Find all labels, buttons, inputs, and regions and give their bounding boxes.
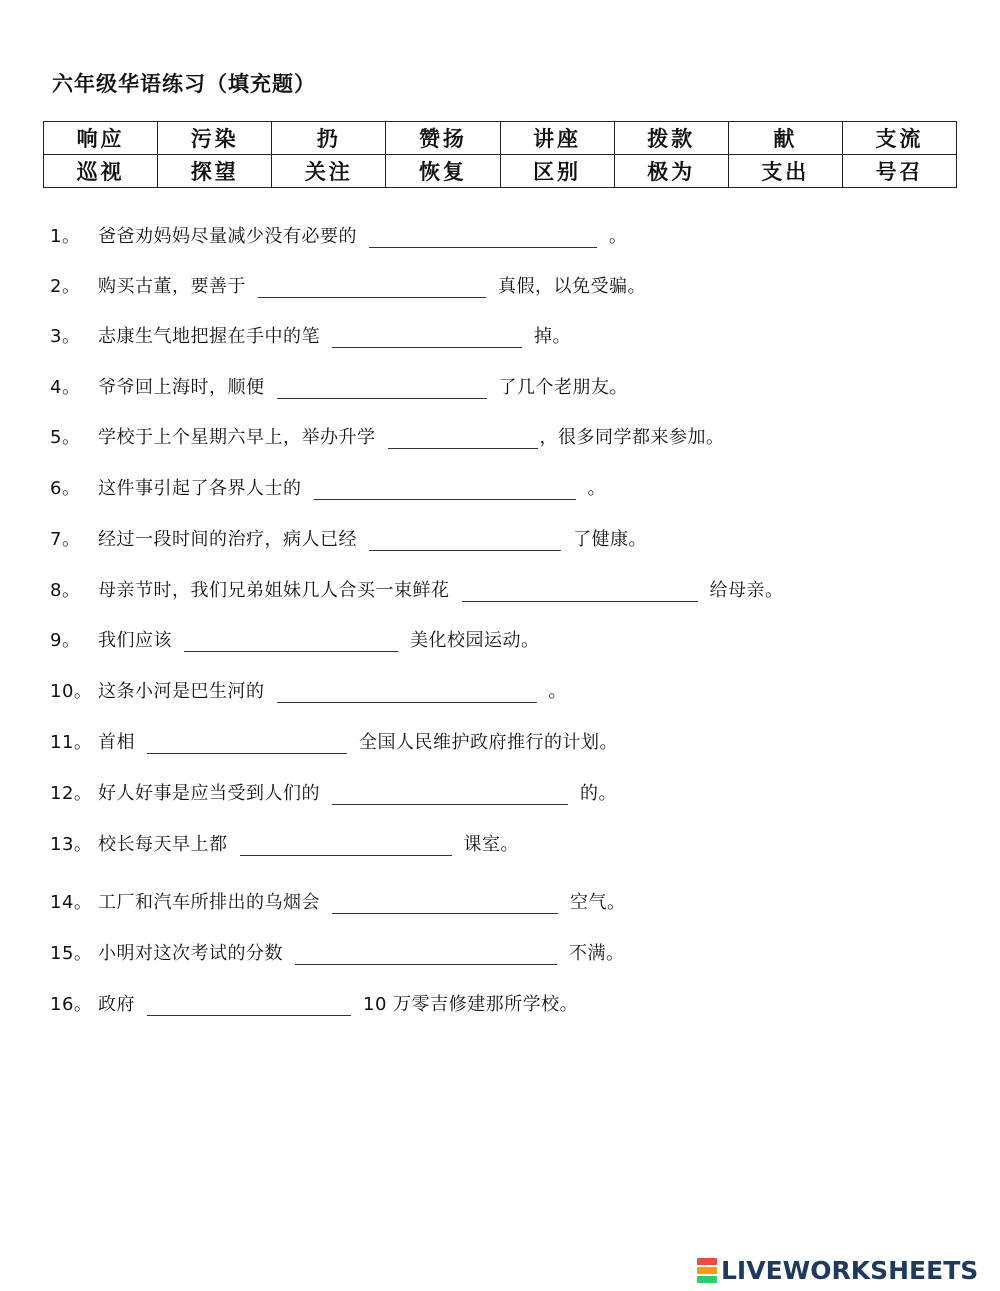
question-text-before: 政府: [98, 994, 135, 1015]
word-bank-cell: 巡视: [44, 155, 158, 188]
question-8: [50, 577, 784, 605]
question-text-before: 这条小河是巴生河的: [98, 681, 265, 702]
question-text-after: 。: [609, 226, 628, 247]
word-bank-cell: 区别: [500, 155, 614, 188]
answer-blank-4[interactable]: [277, 378, 487, 399]
worksheet-title: 六年级华语练习（填充题）: [52, 72, 316, 96]
question-text-after: 空气。: [570, 892, 626, 913]
word-bank-cell: 关注: [272, 155, 386, 188]
question-text-before: 校长每天早上都: [98, 834, 228, 855]
question-number: 1。: [50, 226, 81, 247]
word-bank-cell: 献: [728, 122, 842, 155]
question-number: 9。: [50, 630, 81, 651]
question-15: [50, 940, 625, 968]
question-text-before: 爷爷回上海时，顺便: [98, 377, 265, 398]
question-10: [50, 678, 567, 706]
question-number: 5。: [50, 427, 81, 448]
word-bank-cell: 探望: [158, 155, 272, 188]
question-number: 2。: [50, 276, 81, 297]
question-text-before: 经过一段时间的治疗，病人已经: [98, 529, 357, 550]
question-text-after: 10 万零吉修建那所学校。: [363, 994, 579, 1015]
question-text-after: ，很多同学都来参加。: [539, 427, 725, 448]
logo-wordmark: LIVEWORKSHEETS: [721, 1255, 979, 1285]
question-number: 8。: [50, 580, 81, 601]
question-number: 7。: [50, 529, 81, 550]
question-text-after: 掉。: [534, 326, 571, 347]
question-text-before: 爸爸劝妈妈尽量减少没有必要的: [98, 226, 357, 247]
question-text-after: 美化校园运动。: [410, 630, 540, 651]
answer-blank-8[interactable]: [462, 581, 698, 602]
question-number: 13。: [50, 834, 93, 855]
question-text-after: 的。: [580, 783, 617, 804]
question-text-before: 这件事引起了各界人士的: [98, 478, 302, 499]
logo-stripe: [697, 1276, 717, 1283]
question-number: 14。: [50, 892, 93, 913]
question-text-after: 了几个老朋友。: [498, 377, 628, 398]
question-14: [50, 889, 626, 917]
liveworksheets-logo-icon: [697, 1257, 717, 1284]
logo-stripe: [697, 1258, 717, 1265]
word-bank-cell: 拨款: [614, 122, 728, 155]
question-text-before: 工厂和汽车所排出的乌烟会: [98, 892, 320, 913]
answer-blank-15[interactable]: [295, 944, 557, 965]
question-text-after: 课室。: [463, 834, 519, 855]
word-bank-table: [43, 121, 957, 188]
word-bank-row-2: [44, 155, 957, 188]
word-bank-cell: 号召: [842, 155, 956, 188]
question-number: 10。: [50, 681, 93, 702]
question-3: [50, 323, 571, 351]
question-text-before: 购买古董，要善于: [98, 276, 246, 297]
question-text-before: 好人好事是应当受到人们的: [98, 783, 320, 804]
question-number: 4。: [50, 377, 81, 398]
question-number: 6。: [50, 478, 81, 499]
answer-blank-5[interactable]: [388, 428, 538, 449]
question-6: [50, 475, 606, 503]
question-1: [50, 223, 628, 251]
question-text-after: 全国人民维护政府推行的计划。: [359, 732, 618, 753]
question-text-before: 志康生气地把握在手中的笔: [98, 326, 320, 347]
answer-blank-2[interactable]: [258, 277, 486, 298]
question-9: [50, 627, 540, 655]
question-4: [50, 374, 628, 402]
question-16: [50, 991, 578, 1019]
question-number: 15。: [50, 943, 93, 964]
question-11: [50, 729, 618, 757]
question-text-after: 给母亲。: [709, 580, 784, 601]
question-number: 16。: [50, 994, 93, 1015]
question-text-after: 。: [548, 681, 567, 702]
question-7: [50, 526, 647, 554]
question-text-after: 了健康。: [573, 529, 647, 550]
word-bank-cell: 极为: [614, 155, 728, 188]
answer-blank-3[interactable]: [332, 327, 522, 348]
question-text-before: 小明对这次考试的分数: [98, 943, 283, 964]
answer-blank-9[interactable]: [184, 631, 398, 652]
word-bank-cell: 支出: [728, 155, 842, 188]
liveworksheets-logo: [697, 1254, 978, 1286]
word-bank-cell: 赞扬: [386, 122, 500, 155]
question-text-before: 学校于上个星期六早上，举办升学: [98, 427, 376, 448]
question-number: 12。: [50, 783, 93, 804]
answer-blank-11[interactable]: [147, 733, 347, 754]
answer-blank-14[interactable]: [332, 893, 558, 914]
word-bank-cell: 响应: [44, 122, 158, 155]
question-text-after: 。: [587, 478, 606, 499]
word-bank-row-1: [44, 122, 957, 155]
answer-blank-10[interactable]: [277, 682, 537, 703]
question-text-after: 真假，以免受骗。: [498, 276, 646, 297]
question-text-before: 母亲节时，我们兄弟姐妹几人合买一束鲜花: [98, 580, 450, 601]
question-number: 11。: [50, 732, 93, 753]
question-text-before: 我们应该: [98, 630, 172, 651]
question-text-before: 首相: [98, 732, 135, 753]
question-2: [50, 273, 646, 301]
answer-blank-6[interactable]: [314, 479, 576, 500]
question-13: [50, 831, 519, 859]
word-bank-cell: 扔: [272, 122, 386, 155]
word-bank-cell: 恢复: [386, 155, 500, 188]
word-bank-cell: 污染: [158, 122, 272, 155]
question-number: 3。: [50, 326, 81, 347]
answer-blank-7[interactable]: [369, 530, 561, 551]
answer-blank-13[interactable]: [240, 835, 452, 856]
question-12: [50, 780, 617, 808]
question-5: [50, 424, 725, 452]
logo-stripe: [697, 1267, 717, 1274]
word-bank-cell: 讲座: [500, 122, 614, 155]
answer-blank-1[interactable]: [369, 227, 597, 248]
answer-blank-16[interactable]: [147, 995, 351, 1016]
word-bank-cell: 支流: [842, 122, 956, 155]
answer-blank-12[interactable]: [332, 784, 568, 805]
question-text-after: 不满。: [569, 943, 625, 964]
